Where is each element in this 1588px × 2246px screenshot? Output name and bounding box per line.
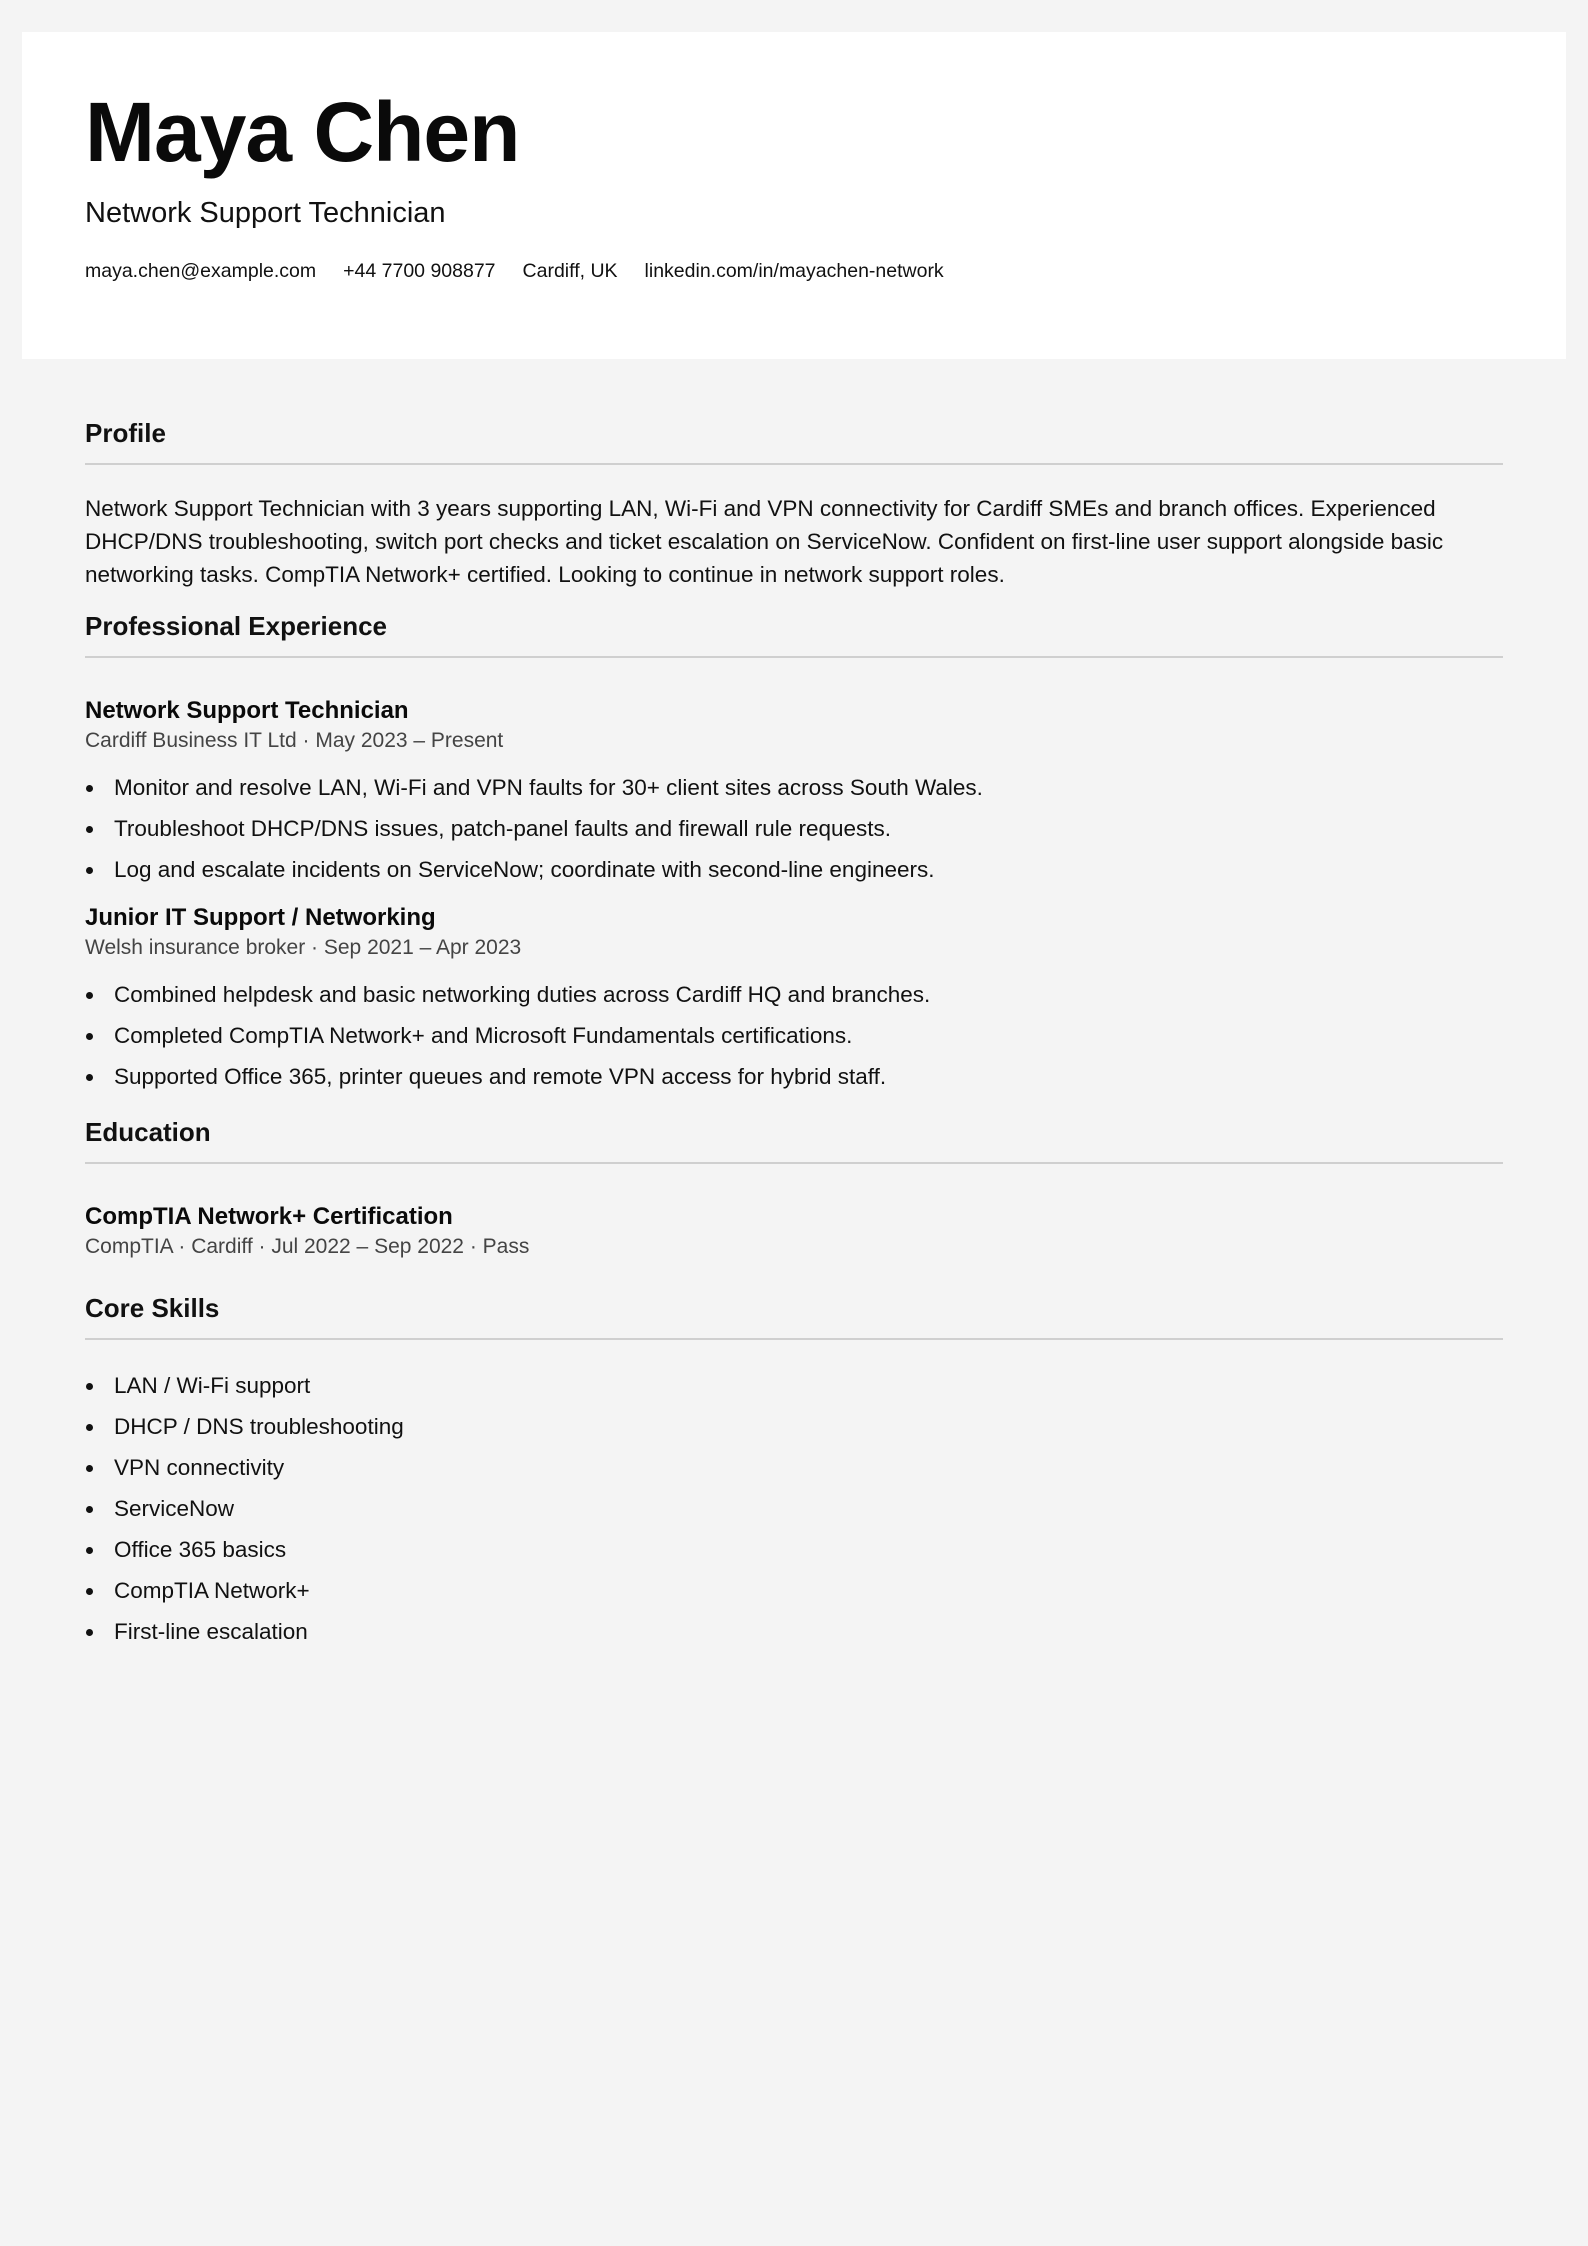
- contact-email: maya.chen@example.com: [85, 260, 317, 282]
- candidate-name: Maya Chen: [85, 85, 520, 179]
- section-divider: [85, 463, 1503, 465]
- contact-info: [85, 260, 944, 283]
- education-section: [85, 1112, 1503, 1262]
- list-item: Completed CompTIA Network+ and Microsoft Fundamentals certifications.: [85, 1015, 1503, 1056]
- education-entry: [85, 1202, 1503, 1262]
- job-entry: [85, 903, 1503, 1097]
- skills-list: [85, 1365, 1503, 1652]
- skills-section: [85, 1288, 1503, 1652]
- resume-header: [22, 32, 1566, 359]
- list-item: Office 365 basics: [85, 1529, 1503, 1570]
- resume-body: [85, 413, 1503, 1652]
- contact-phone: +44 7700 908877: [343, 260, 496, 282]
- job-meta: Cardiff Business IT Ltd · May 2023 – Present: [85, 729, 504, 752]
- education-meta: CompTIA · Cardiff · Jul 2022 – Sep 2022 · Pass: [85, 1235, 530, 1258]
- list-item: Supported Office 365, printer queues and remote VPN access for hybrid staff.: [85, 1056, 1503, 1097]
- list-item: Monitor and resolve LAN, Wi-Fi and VPN faults for 30+ client sites across South Wales.: [85, 767, 1503, 808]
- list-item: Combined helpdesk and basic networking duties across Cardiff HQ and branches.: [85, 974, 1503, 1015]
- section-divider: [85, 1162, 1503, 1164]
- education-title: CompTIA Network+ Certification: [85, 1203, 453, 1230]
- list-item: DHCP / DNS troubleshooting: [85, 1406, 1503, 1447]
- section-divider: [85, 1338, 1503, 1340]
- list-item: VPN connectivity: [85, 1447, 1503, 1488]
- list-item: LAN / Wi-Fi support: [85, 1365, 1503, 1406]
- list-item: Log and escalate incidents on ServiceNow; coordinate with second-line engineers.: [85, 849, 1503, 890]
- list-item: Troubleshoot DHCP/DNS issues, patch-panel faults and firewall rule requests.: [85, 808, 1503, 849]
- job-bullets: [85, 767, 1503, 890]
- section-title-profile: Profile: [85, 418, 166, 448]
- profile-summary: Network Support Technician with 3 years supporting LAN, Wi-Fi and VPN connectivity for Cardiff SMEs and branch offices. Experienced DHCP/DNS troubleshooting, switch port checks and ticket escalation on ServiceNow. Confident on first-line user support alongside basic networking tasks. CompTIA Network+ certified. Looking to continue in network support roles.: [85, 496, 1444, 587]
- list-item: CompTIA Network+: [85, 1570, 1503, 1611]
- candidate-role: Network Support Technician: [85, 197, 446, 229]
- job-title: Junior IT Support / Networking: [85, 904, 436, 931]
- profile-section: [85, 413, 1503, 591]
- experience-section: [85, 606, 1503, 1097]
- list-item: ServiceNow: [85, 1488, 1503, 1529]
- job-title: Network Support Technician: [85, 697, 409, 724]
- job-entry: [85, 696, 1503, 890]
- contact-location: Cardiff, UK: [522, 260, 618, 282]
- job-bullets: [85, 974, 1503, 1097]
- list-item: First-line escalation: [85, 1611, 1503, 1652]
- section-divider: [85, 656, 1503, 658]
- contact-linkedin: linkedin.com/in/mayachen-network: [644, 260, 944, 282]
- job-meta: Welsh insurance broker · Sep 2021 – Apr 2023: [85, 936, 522, 959]
- section-title-experience: Professional Experience: [85, 611, 388, 641]
- section-title-education: Education: [85, 1117, 211, 1147]
- section-title-skills: Core Skills: [85, 1293, 220, 1323]
